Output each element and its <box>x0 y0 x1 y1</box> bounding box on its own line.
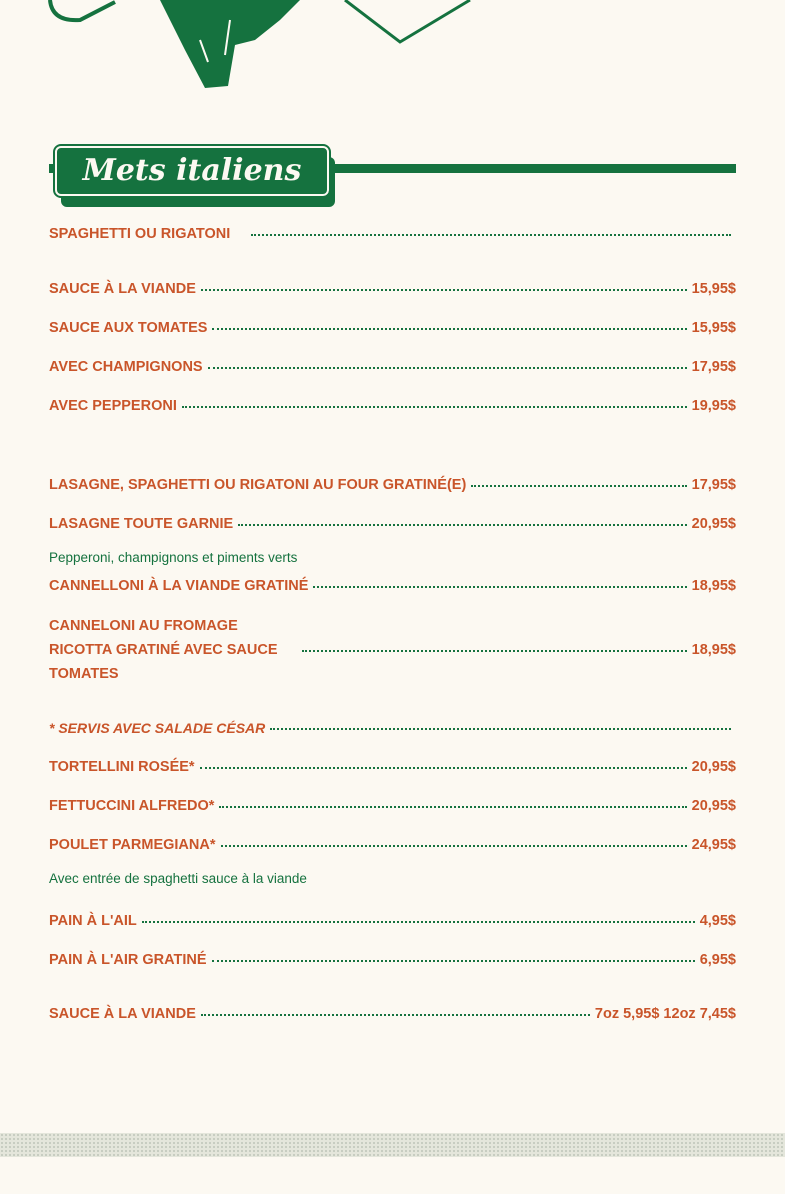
item-name: FETTUCCINI ALFREDO* <box>49 798 215 814</box>
leader-dots <box>221 845 687 847</box>
leader-dots <box>200 767 687 769</box>
item-name: POULET PARMEGIANA* <box>49 837 216 853</box>
item-name: CANNELLONI À LA VIANDE GRATINÉ <box>49 578 309 594</box>
leader-dots <box>238 524 686 526</box>
leader-dots <box>201 1014 590 1016</box>
leader-dots <box>270 728 731 730</box>
item-name: LASAGNE, SPAGHETTI OU RIGATONI AU FOUR GRATINÉ(E) <box>49 477 467 493</box>
menu-item <box>49 614 736 686</box>
menu-item <box>49 516 736 532</box>
menu-item <box>49 952 736 968</box>
item-name: SAUCE AUX TOMATES <box>49 320 208 336</box>
section-header <box>49 145 736 209</box>
menu-item <box>49 398 736 414</box>
leader-dots <box>212 960 695 962</box>
item-name: TORTELLINI ROSÉE* <box>49 759 195 775</box>
section-title: Mets italiens <box>82 153 302 188</box>
item-price: 20,95$ <box>691 798 736 814</box>
leader-dots <box>182 406 687 408</box>
item-price: 19,95$ <box>691 398 736 414</box>
menu-item <box>49 837 736 853</box>
menu-item <box>49 320 736 336</box>
group-heading-cesar <box>49 720 736 736</box>
group-heading-label: SPAGHETTI OU RIGATONI <box>49 226 231 242</box>
menu-item <box>49 578 736 594</box>
leader-dots <box>251 234 731 236</box>
menu-item <box>49 359 736 375</box>
menu-item-extra <box>49 1006 736 1022</box>
item-price: 24,95$ <box>691 837 736 853</box>
item-name: AVEC CHAMPIGNONS <box>49 359 203 375</box>
item-price: 17,95$ <box>691 359 736 375</box>
item-price: 18,95$ <box>691 642 736 658</box>
menu-item <box>49 281 736 297</box>
item-name: SAUCE À LA VIANDE <box>49 1006 196 1022</box>
leader-dots <box>471 485 686 487</box>
item-name: CANNELONI AU FROMAGE RICOTTA GRATINÉ AVEC SAUCE TOMATES <box>49 618 278 682</box>
item-name: LASAGNE TOUTE GARNIE <box>49 516 234 532</box>
footer-pattern-band <box>0 1133 785 1157</box>
leader-dots <box>208 367 687 369</box>
item-price: 6,95$ <box>699 952 736 968</box>
item-price: 4,95$ <box>699 913 736 929</box>
item-note: Avec entrée de spaghetti sauce à la viande <box>49 871 307 886</box>
item-price: 15,95$ <box>691 281 736 297</box>
item-price: 20,95$ <box>691 516 736 532</box>
item-price: 7oz 5,95$ 12oz 7,45$ <box>594 1006 736 1022</box>
leader-dots <box>212 328 686 330</box>
item-price: 17,95$ <box>691 477 736 493</box>
menu-item <box>49 477 736 493</box>
leader-dots <box>302 650 687 652</box>
item-name: AVEC PEPPERONI <box>49 398 177 414</box>
menu-item <box>49 759 736 775</box>
item-price: 18,95$ <box>691 578 736 594</box>
leader-dots <box>201 289 687 291</box>
item-name: PAIN À L'AIR GRATINÉ <box>49 952 207 968</box>
item-name: SAUCE À LA VIANDE <box>49 281 196 297</box>
menu-item <box>49 798 736 814</box>
menu-item <box>49 913 736 929</box>
group-heading-label: * SERVIS AVEC SALADE CÉSAR <box>49 720 266 736</box>
leader-dots <box>142 921 695 923</box>
item-price: 15,95$ <box>691 320 736 336</box>
group-heading-spaghetti <box>49 226 736 242</box>
leader-dots <box>313 586 686 588</box>
item-note: Pepperoni, champignons et piments verts <box>49 550 298 565</box>
leader-dots <box>219 806 686 808</box>
item-name: PAIN À L'AIL <box>49 913 137 929</box>
decorative-illustration <box>0 0 785 100</box>
item-price: 20,95$ <box>691 759 736 775</box>
